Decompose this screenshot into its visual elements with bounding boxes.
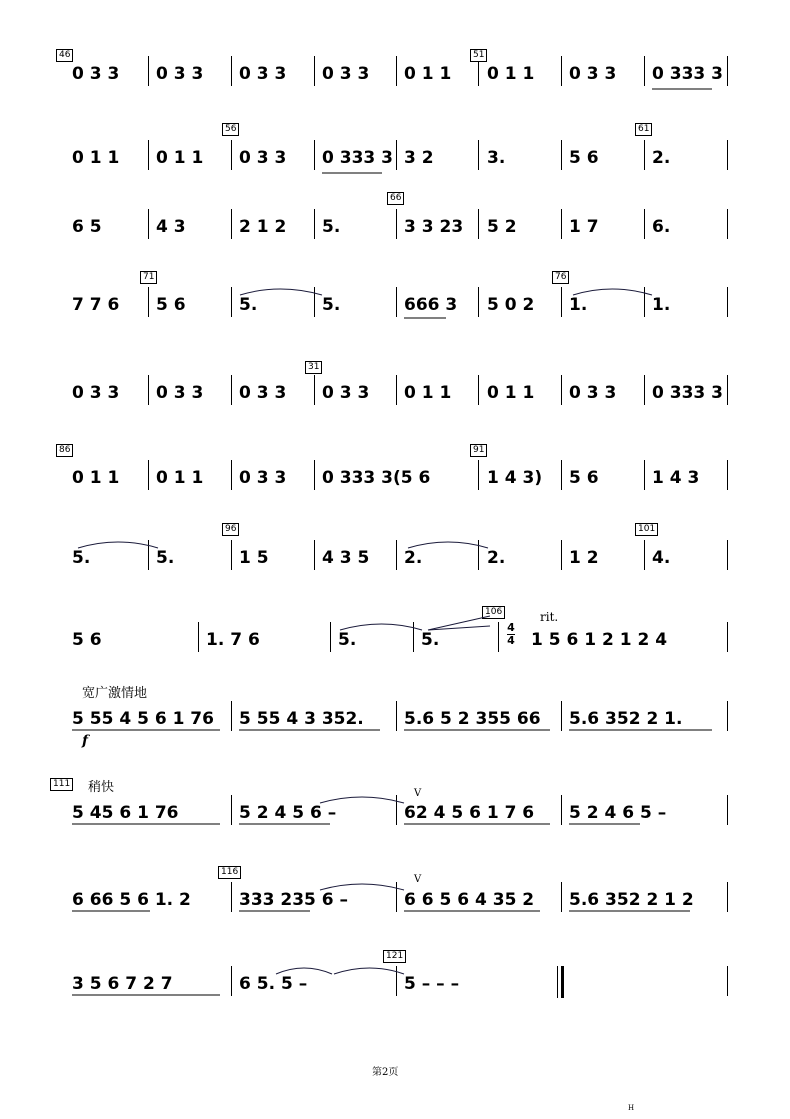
measure: 3 2: [404, 148, 434, 168]
measure: 0 1 1: [72, 468, 120, 488]
measure: 1 5: [239, 548, 269, 568]
measure: 5 – – –: [404, 974, 460, 994]
measure: 0 3 3: [239, 148, 287, 168]
measure: 5 6: [156, 295, 186, 315]
measure-number: 76: [552, 271, 569, 284]
tie-arc: [408, 542, 488, 548]
measure: 3 3 23: [404, 217, 464, 237]
measure-number: 31: [305, 361, 322, 374]
measure: 5 45 6 1 76: [72, 803, 179, 823]
tie-arc: [78, 542, 158, 548]
measure: 5 55 4 5 6 1 76: [72, 709, 214, 729]
measure: 1 4 3): [487, 468, 543, 488]
measure: 0 1 1: [404, 64, 452, 84]
measure: 1 4 3: [652, 468, 700, 488]
page-number: 第2页: [372, 1067, 399, 1078]
measure-number: 46: [56, 49, 73, 62]
measure: 5.6 352 2 1.: [569, 709, 683, 729]
measure: 5.6 352 2 1 2: [569, 890, 694, 910]
measure: 6 66 5 6 1. 2: [72, 890, 191, 910]
measure: 1. 7 6: [206, 630, 260, 650]
measure: 5 6: [569, 468, 599, 488]
measure: 0 3 3: [239, 64, 287, 84]
measure: 0 3 3: [569, 383, 617, 403]
measure: 0 1 1: [156, 468, 204, 488]
dynamic-forte: f: [82, 733, 89, 749]
measure: 0 3 3: [239, 383, 287, 403]
measure: 62 4 5 6 1 7 6: [404, 803, 535, 823]
measure-number: 56: [222, 123, 239, 136]
measure: 2.: [487, 548, 506, 568]
measure: 1 5 6 1 2 1 2 4: [531, 630, 668, 650]
measure: 6.: [652, 217, 671, 237]
tie-arc: [320, 797, 404, 803]
measure: 0 1 1: [156, 148, 204, 168]
measure: 2 1 2: [239, 217, 287, 237]
measure: 0 333 3: [652, 383, 723, 403]
measure: 0 333 3: [652, 64, 723, 84]
measure-number: 66: [387, 192, 404, 205]
measure: 0 1 1: [487, 383, 535, 403]
measure: 0 3 3: [322, 383, 370, 403]
measure: 6 5: [72, 217, 102, 237]
corner-mark: H: [628, 1104, 635, 1112]
measure: 0 3 3: [72, 383, 120, 403]
measure: 1 7: [569, 217, 599, 237]
time-sig-bottom: 4: [507, 634, 515, 647]
tie-arc: [320, 884, 404, 890]
measure-number: 116: [218, 866, 241, 879]
measure: 5 2 4 6 5 –: [569, 803, 667, 823]
tie-arc: [334, 968, 404, 974]
measure: 0 3 3: [569, 64, 617, 84]
measure-number: 106: [482, 606, 505, 619]
measure: 0 333 3(5 6: [322, 468, 431, 488]
breath-mark: V: [414, 788, 422, 799]
measure: 4 3: [156, 217, 186, 237]
measure: 0 3 3: [72, 64, 120, 84]
measure: 6 6 5 6 4 35 2: [404, 890, 535, 910]
measure: 3.: [487, 148, 506, 168]
measure: 5.: [156, 548, 175, 568]
measure: 5.: [421, 630, 440, 650]
measure: 666 3: [404, 295, 458, 315]
measure-number: 91: [470, 444, 487, 457]
measure: 1 2: [569, 548, 599, 568]
expression-marking: 宽广激情地: [82, 686, 148, 701]
measure: 3 5 6 7 2 7: [72, 974, 173, 994]
tie-arc: [573, 289, 652, 295]
measure: 5 0 2: [487, 295, 535, 315]
measure: 0 1 1: [404, 383, 452, 403]
measure: 5 55 4 3 352.: [239, 709, 364, 729]
measure-number: 71: [140, 271, 157, 284]
rit-marking: rit.: [540, 610, 559, 624]
measure: 333 235 6 –: [239, 890, 349, 910]
measure: 0 3 3: [239, 468, 287, 488]
tie-arc: [240, 289, 322, 295]
measure: 2.: [404, 548, 423, 568]
measure: 0 333 3: [322, 148, 393, 168]
measure-number: 121: [383, 950, 406, 963]
measure-number: 61: [635, 123, 652, 136]
measure: 5.: [322, 295, 341, 315]
measure: 5.: [72, 548, 91, 568]
measure: 5.: [338, 630, 357, 650]
measure: 0 3 3: [322, 64, 370, 84]
measure-number: 111: [50, 778, 73, 791]
measure: 4 3 5: [322, 548, 370, 568]
measure: 5 6: [72, 630, 102, 650]
measure-number: 51: [470, 49, 487, 62]
measure: 5 2 4 5 6 –: [239, 803, 337, 823]
measure-number: 101: [635, 523, 658, 536]
measure: 5.6 5 2 355 66: [404, 709, 541, 729]
measure: 0 3 3: [156, 64, 204, 84]
measure: 5.: [322, 217, 341, 237]
measure: 7 7 6: [72, 295, 120, 315]
measure: 0 3 3: [156, 383, 204, 403]
tie-arc: [276, 968, 332, 974]
measure: 5 6: [569, 148, 599, 168]
tempo-marking: 稍快: [88, 780, 115, 795]
measure: 6 5. 5 –: [239, 974, 308, 994]
tie-arc: [340, 624, 422, 630]
measure: 2.: [652, 148, 671, 168]
breath-mark: V: [414, 874, 422, 885]
measure: 0 1 1: [72, 148, 120, 168]
measure-number: 96: [222, 523, 239, 536]
measure-number: 86: [56, 444, 73, 457]
measure: 0 1 1: [487, 64, 535, 84]
measure: 1.: [569, 295, 588, 315]
measure: 5.: [239, 295, 258, 315]
measure: 5 2: [487, 217, 517, 237]
measure: 4.: [652, 548, 671, 568]
measure: 1.: [652, 295, 671, 315]
time-sig-top: 4: [507, 621, 515, 634]
